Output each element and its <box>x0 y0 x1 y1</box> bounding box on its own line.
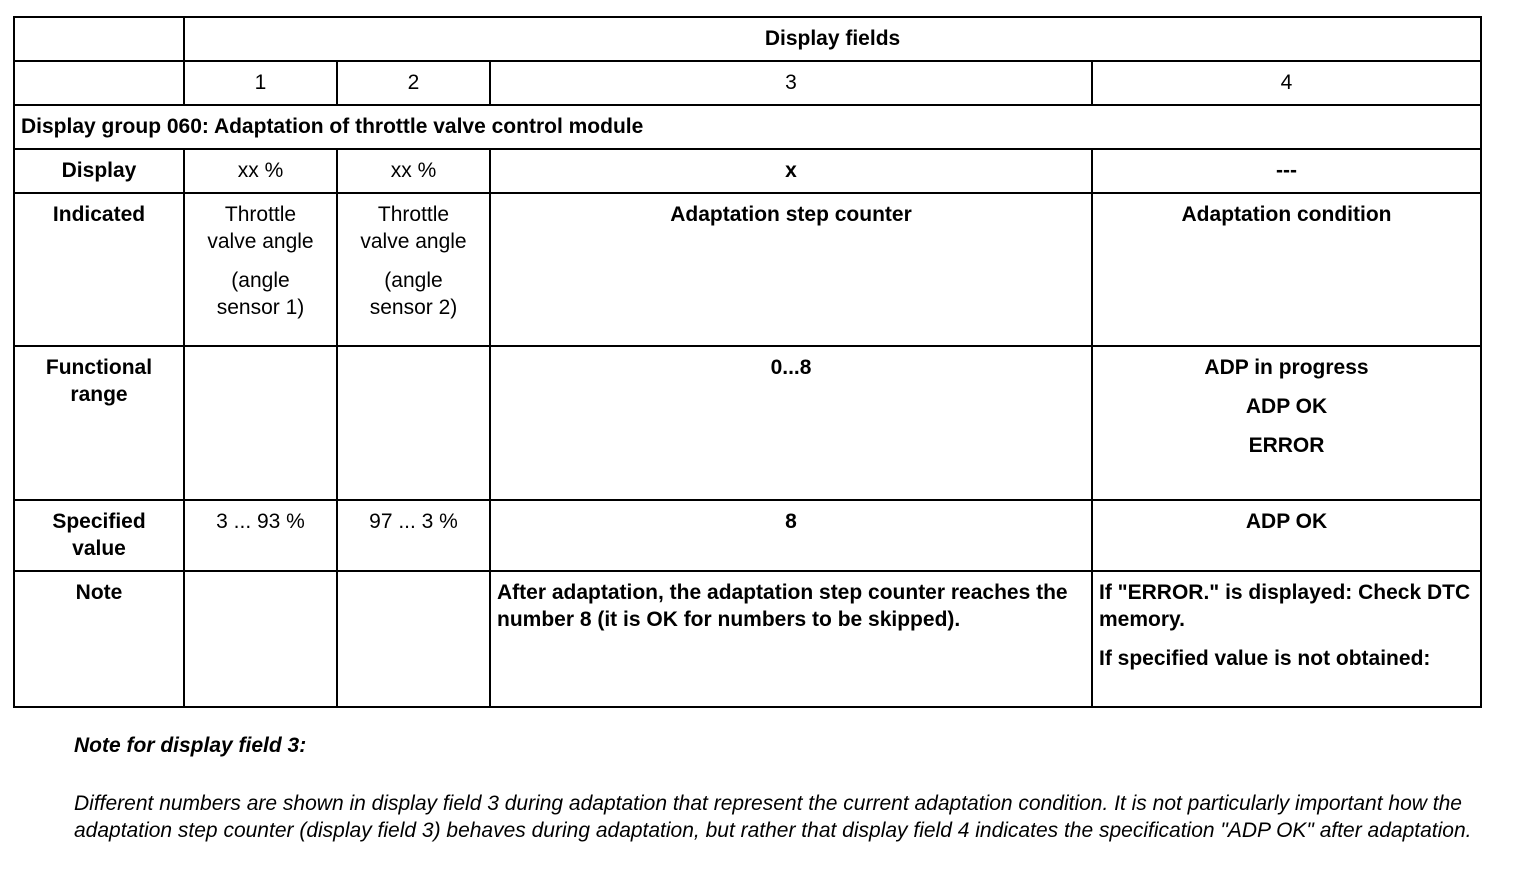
indicated-field-1-line: (angle <box>231 269 290 292</box>
row-label-display: Display <box>14 149 184 193</box>
range-field-4 <box>1092 346 1481 500</box>
range-field-1 <box>184 346 337 500</box>
specified-field-4: ADP OK <box>1092 500 1481 571</box>
note-field-3: After adaptation, the adaptation step counter reaches the number 8 (it is OK for numbers to be skipped). <box>490 571 1092 707</box>
indicated-field-1-line: valve angle <box>207 230 314 253</box>
empty-corner-cell <box>14 17 184 61</box>
display-field-1: xx % <box>184 149 337 193</box>
indicated-field-2-line: (angle <box>384 269 443 292</box>
range-value: ERROR <box>1248 434 1325 457</box>
field-number-1: 1 <box>184 61 337 105</box>
note-field-4 <box>1092 571 1481 707</box>
field-number-3: 3 <box>490 61 1092 105</box>
range-value: ADP OK <box>1245 395 1328 418</box>
table-row <box>14 193 1481 346</box>
empty-label-cell <box>14 61 184 105</box>
indicated-field-4: Adaptation condition <box>1092 193 1481 346</box>
indicated-field-3: Adaptation step counter <box>490 193 1092 346</box>
specified-field-3: 8 <box>490 500 1092 571</box>
row-label-specified-value <box>14 500 184 571</box>
indicated-field-2 <box>337 193 490 346</box>
display-field-3: x <box>490 149 1092 193</box>
indicated-field-2-line: sensor 2) <box>369 296 458 319</box>
note-field-4-line: If specified value is not obtained: <box>1099 647 1431 670</box>
row-label-indicated: Indicated <box>14 193 184 346</box>
row-label-line: range <box>70 383 128 406</box>
table-row <box>14 346 1481 500</box>
row-label-line: value <box>72 537 126 560</box>
display-field-4: --- <box>1092 149 1481 193</box>
row-label-functional-range <box>14 346 184 500</box>
range-value: ADP in progress <box>1204 356 1369 379</box>
range-field-3: 0...8 <box>490 346 1092 500</box>
indicated-field-1-line: sensor 1) <box>216 296 305 319</box>
indicated-field-1-line: Throttle <box>224 203 297 226</box>
row-label-line: Specified <box>52 510 146 533</box>
table-row <box>14 571 1481 707</box>
footnote <box>74 732 1494 844</box>
display-field-2: xx % <box>337 149 490 193</box>
indicated-field-1 <box>184 193 337 346</box>
indicated-field-2-line: Throttle <box>377 203 450 226</box>
display-fields-header: Display fields <box>184 17 1481 61</box>
table-header-row <box>14 17 1481 61</box>
specified-field-1: 3 ... 93 % <box>184 500 337 571</box>
footnote-title: Note for display field 3: <box>74 734 307 757</box>
table-row <box>14 149 1481 193</box>
row-label-note: Note <box>14 571 184 707</box>
field-number-row <box>14 61 1481 105</box>
indicated-field-2-line: valve angle <box>360 230 467 253</box>
display-group-table <box>13 16 1482 708</box>
group-title-row <box>14 105 1481 149</box>
table-row <box>14 500 1481 571</box>
note-field-2 <box>337 571 490 707</box>
specified-field-2: 97 ... 3 % <box>337 500 490 571</box>
display-group-title: Display group 060: Adaptation of throttle valve control module <box>14 105 1481 149</box>
note-field-4-line: If "ERROR." is displayed: Check DTC memory. <box>1099 581 1471 631</box>
footnote-text: Different numbers are shown in display field 3 during adaptation that represent the current adaptation condition. It is not particularly important how the adaptation step counter (display field 3) behaves during adaptation, but rather that display field 4 indicates the specification "ADP OK" after adaptation. <box>74 792 1472 842</box>
note-field-1 <box>184 571 337 707</box>
range-field-2 <box>337 346 490 500</box>
field-number-2: 2 <box>337 61 490 105</box>
field-number-4: 4 <box>1092 61 1481 105</box>
row-label-line: Functional <box>45 356 153 379</box>
